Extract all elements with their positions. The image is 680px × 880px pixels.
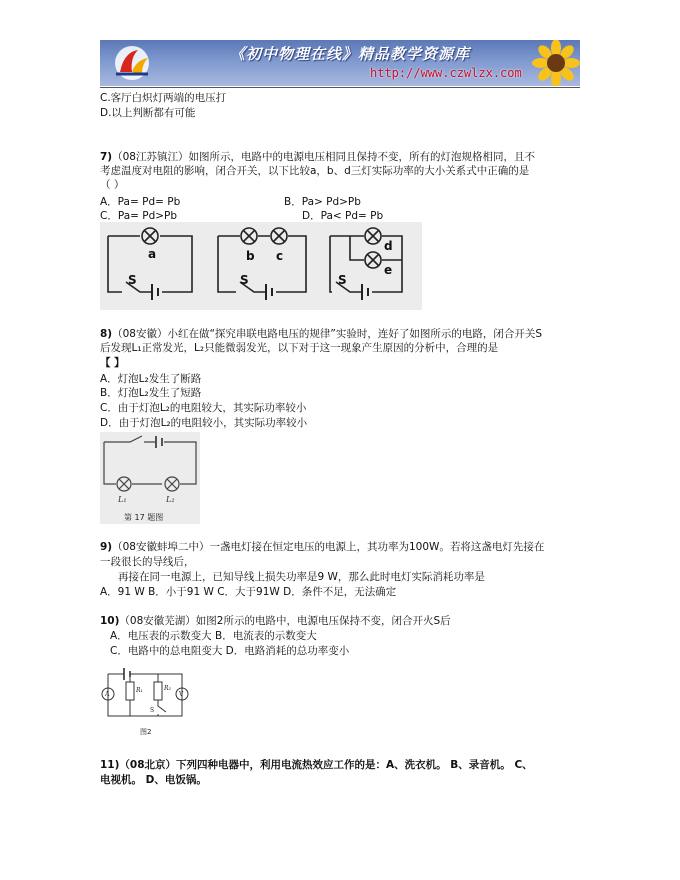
q10-options-cd: C．电路中的总电阻变大 D．电路消耗的总功率变小 (110, 645, 350, 657)
q9-text-line3: 再接在同一电源上，已知导线上损失功率是9 W，那么此时电灯实际消耗功率是 (118, 571, 485, 583)
q8-answer-blank: 【 】 (100, 357, 125, 369)
option-d-prev: D.以上判断都有可能 (100, 107, 196, 119)
header-divider (100, 87, 580, 88)
banner-title: 《初中物理在线》精品教学资源库 (230, 45, 471, 63)
q10-r1-label: R₁ (136, 687, 143, 694)
q8-option-d: D．由于灯泡L₂的电阻较小，其实际功率较小 (100, 417, 308, 429)
q8-option-b: B．灯泡L₂发生了短路 (100, 387, 202, 399)
q7-option-d: D．Pa< Pd= Pb (302, 210, 384, 222)
q9-text-line2: 一段很长的导线后， (100, 556, 195, 568)
q7-answer-blank: （ ） (100, 179, 125, 191)
q10-number: 10) (100, 615, 120, 627)
q8-figure-caption: 第 17 题图 (124, 513, 164, 522)
q8-number: 8) (100, 328, 113, 340)
q7-label-b: b (246, 249, 255, 263)
q10-switch-label: S (150, 707, 155, 714)
q7-number: 7) (100, 151, 113, 163)
q7-text-line2: 考虑温度对电阻的影响，闭合开关，以下比较a，b、d三灯实际功率的大小关系式中正确的是 (100, 165, 530, 177)
q9-number: 9) (100, 541, 113, 553)
q8-text-line1: （08安徽）小红在做“探究串联电路电压的规律”实验时，连好了如图所示的电路，闭合开关S (112, 328, 543, 340)
q11-text-line1: 11)（08北京）下列四种电器中，利用电流热效应工作的是：A、洗衣机。 B、录音机。 C、 (100, 759, 533, 771)
q7-option-b: B．Pa> Pd>Pb (284, 196, 361, 208)
logo-icon (102, 42, 162, 84)
q9-text-line1: （08安徽蚌埠二中）一盏电灯接在恒定电压的电源上，其功率为100W。若将这盏电灯先接在 (112, 541, 545, 553)
q8-circuit-figure (100, 432, 200, 524)
option-c-prev: C.客厅白炽灯两端的电压打 (100, 92, 227, 104)
q7-option-c: C．Pa= Pd>Pb (100, 210, 178, 222)
q9-options: A．91 W B．小于91 W C．大于91W D．条件不足，无法确定 (100, 586, 397, 598)
q8-text-line2: 后发现L₁正常发光，L₂只能微弱发光，以下对于这一现象产生原因的分析中，合理的是 (100, 342, 499, 354)
q7-label-s2: S (240, 273, 249, 287)
q7-label-s1: S (128, 273, 137, 287)
header-banner (100, 40, 580, 86)
banner-url[interactable]: http://www.czwlzx.com (370, 66, 522, 80)
q7-label-d: d (384, 239, 393, 253)
q8-label-l2: L₂ (166, 495, 175, 504)
q7-option-a: A．Pa= Pd= Pb (100, 196, 181, 208)
q8-label-l1: L₁ (118, 495, 127, 504)
q8-option-c: C．由于灯泡L₂的电阻较大，其实际功率较小 (100, 402, 307, 414)
q10-circuit-figure (100, 660, 190, 740)
q10-text-line1: （08安徽芜湖）如图2所示的电路中，电源电压保持不变，闭合开火S后 (119, 615, 451, 627)
q10-ammeter-label: A (105, 691, 110, 698)
q7-label-s3: S (338, 273, 347, 287)
q8-option-a: A．灯泡L₂发生了断路 (100, 373, 202, 385)
q7-circuit-figure (100, 222, 422, 310)
q10-r2-label: R₂ (164, 685, 171, 692)
q7-label-e: e (384, 263, 393, 277)
q10-voltmeter-label: V (179, 691, 184, 698)
q7-label-a: a (148, 247, 157, 261)
q7-label-c: c (276, 249, 284, 263)
q10-figure-caption: 图2 (140, 728, 152, 736)
sunflower-icon (532, 40, 580, 86)
q10-options-ab: A．电压表的示数变大 B．电流表的示数变大 (110, 630, 317, 642)
q7-text-line1: （08江苏镇江）如图所示，电路中的电源电压相同且保持不变，所有的灯泡规格相同，且不 (112, 151, 535, 163)
q11-text-line2: 电视机。 D、电饭锅。 (100, 774, 207, 786)
